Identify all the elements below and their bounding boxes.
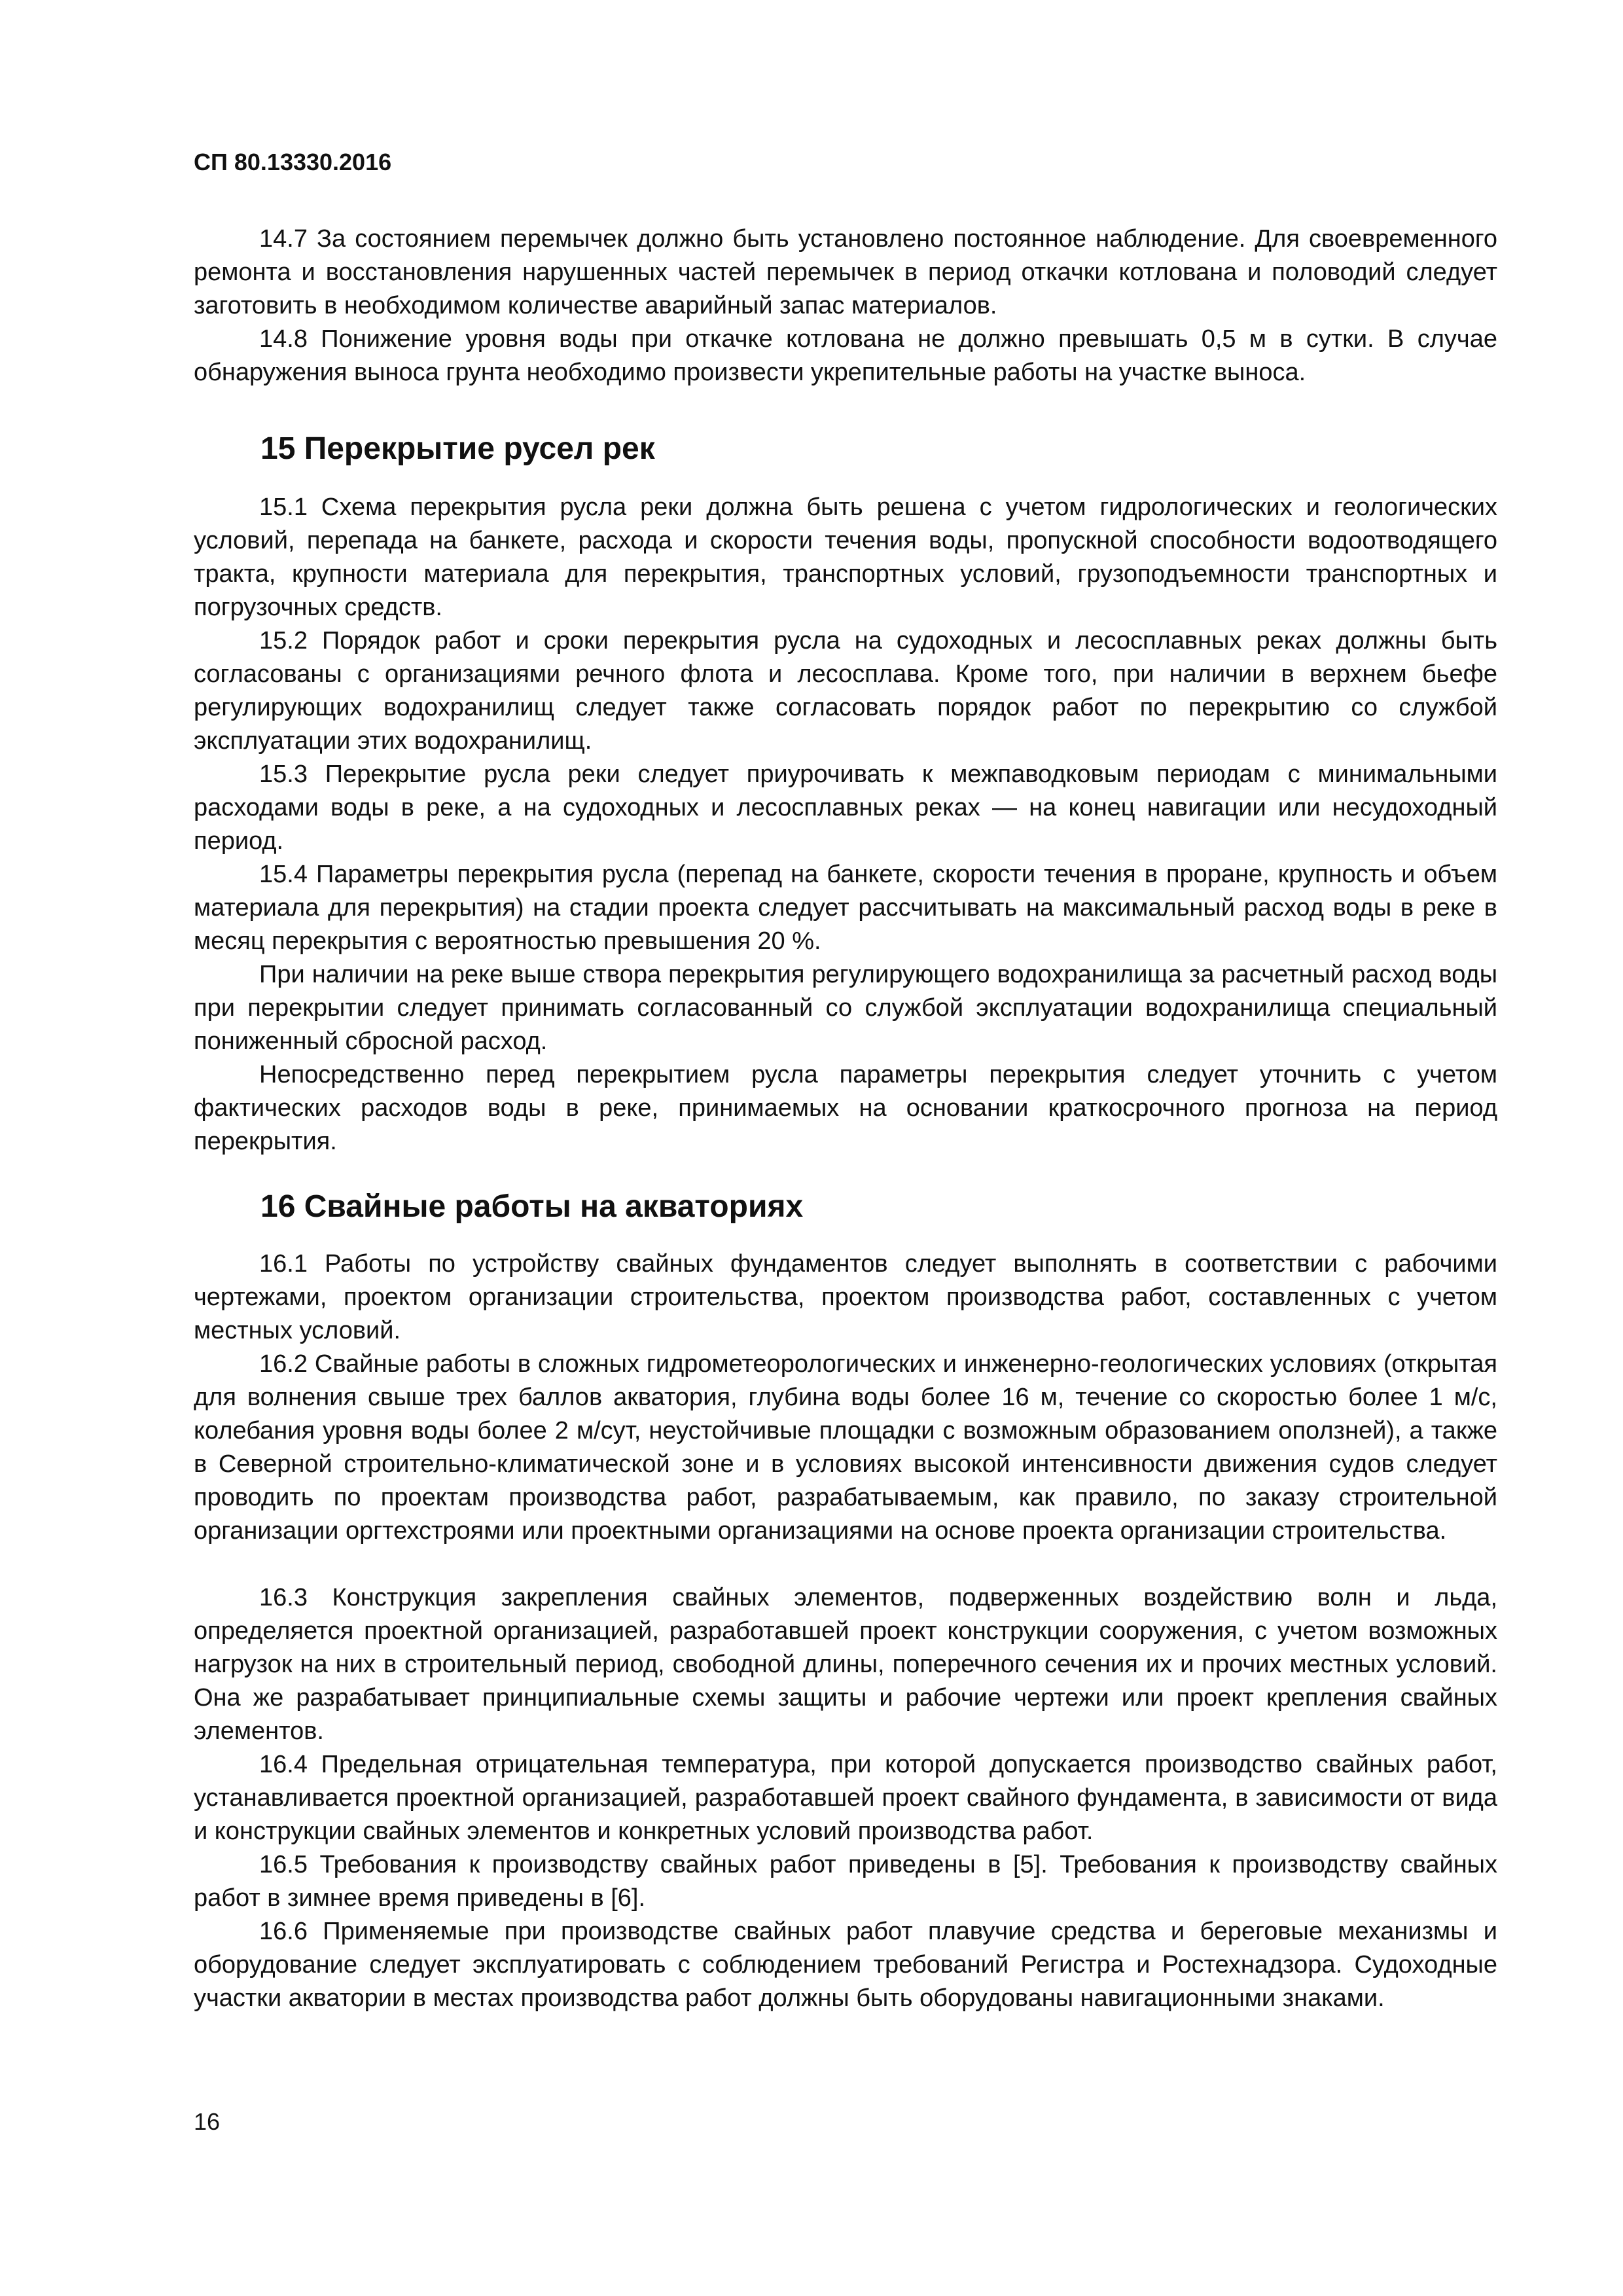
paragraph-15-5: При наличии на реке выше створа перекрытия регулирующего водохранилища за расчетный расход воды при перекрытии следует принимать согласованный со службой эксплуатации водохранилища специальный пониженный сбросной расход. [194,961,1497,1055]
paragraph-15-6: Непосредственно перед перекрытием русла параметры перекрытия следует уточнить с учетом фактических расходов воды в реке, принимаемых на основании краткосрочного прогноза на период перекрытия. [194,1061,1497,1155]
paragraph-15-2: 15.2 Порядок работ и сроки перекрытия русла на судоходных и лесосплавных реках должны быть согласованы с организациями речного флота и лесосплава. Кроме того, при наличии в верхнем бьефе регулирующих водохранилищ следует также согласовать порядок работ по перекрытию со службой эксплуатации этих водохранилищ. [194,627,1497,755]
paragraph-16-2: 16.2 Свайные работы в сложных гидрометеорологических и инженерно-геологических условиях (открытая для волнения свыше трех баллов акватория, глубина воды более 16 м, течение со скоростью более 1 м/с, колебания уровня воды более 2 м/сут, неустойчивые площадки с возможным образованием оползней), а также в Северной строительно-климатической зоне и в условиях высокой интенсивности движения судов следует проводить по проектам производства работ, разрабатываемым, как правило, по заказу строительной организации оргтехстроями или проектными организациями на основе проекта организации строительства. [194,1350,1497,1545]
paragraph-14-8: 14.8 Понижение уровня воды при откачке котлована не должно превышать 0,5 м в сутки. В случае обнаружения выноса грунта необходимо произвести укрепительные работы на участке выноса. [194,325,1497,386]
paragraph-16-3: 16.3 Конструкция закрепления свайных элементов, подверженных воздействию волн и льда, определяется проектной организацией, разработавшей проект конструкции сооружения, с учетом возможных нагрузок на них в строительный период, свободной длины, поперечного сечения их и прочих местных условий. Она же разрабатывает принципиальные схемы защиты и рабочие чертежи или проект крепления свайных элементов. [194,1584,1497,1745]
section-16-title: 16 Свайные работы на акваториях [260,1189,804,1224]
paragraph-16-4: 16.4 Предельная отрицательная температура, при которой допускается производство свайных работ, устанавливается проектной организацией, разработавшей проект свайного фундамента, в зависимости от вида и конструкции свайных элементов и конкретных условий производства работ. [194,1751,1497,1845]
document-code-header: СП 80.13330.2016 [194,149,392,175]
section-15-title: 15 Перекрытие русел рек [260,431,655,466]
paragraph-16-1: 16.1 Работы по устройству свайных фундаментов следует выполнять в соответствии с рабочими чертежами, проектом организации строительства, проектом производства работ, составленных с учетом местных условий. [194,1250,1497,1344]
paragraph-15-4: 15.4 Параметры перекрытия русла (перепад на банкете, скорости течения в проране, крупность и объем материала для перекрытия) на стадии проекта следует рассчитывать на максимальный расход воды в реке в месяц перекрытия с вероятностью превышения 20 %. [194,861,1497,955]
paragraph-16-5: 16.5 Требования к производству свайных работ приведены в [5]. Требования к производству свайных работ в зимнее время приведены в [6]. [194,1851,1497,1912]
paragraph-16-6: 16.6 Применяемые при производстве свайных работ плавучие средства и береговые механизмы и оборудование следует эксплуатировать с соблюдением требований Регистра и Ростехнадзора. Судоходные участки акватории в местах производства работ должны быть оборудованы навигационными знаками. [194,1918,1497,2012]
paragraph-15-3: 15.3 Перекрытие русла реки следует приурочивать к межпаводковым периодам с минимальными расходами воды в реке, а на судоходных и лесосплавных реках — на конец навигации или несудоходный период. [194,761,1497,855]
page-number: 16 [194,2108,221,2135]
paragraph-15-1: 15.1 Схема перекрытия русла реки должна быть решена с учетом гидрологических и геологических условий, перепада на банкете, расхода и скорости течения воды, пропускной способности водоотводящего тракта, крупности материала для перекрытия, транспортных условий, грузоподъемности транспортных и погрузочных средств. [194,493,1497,621]
paragraph-14-7: 14.7 За состоянием перемычек должно быть установлено постоянное наблюдение. Для своевременного ремонта и восстановления нарушенных частей перемычек в период откачки котлована и половодий следует заготовить в необходимом количестве аварийный запас материалов. [194,225,1497,319]
